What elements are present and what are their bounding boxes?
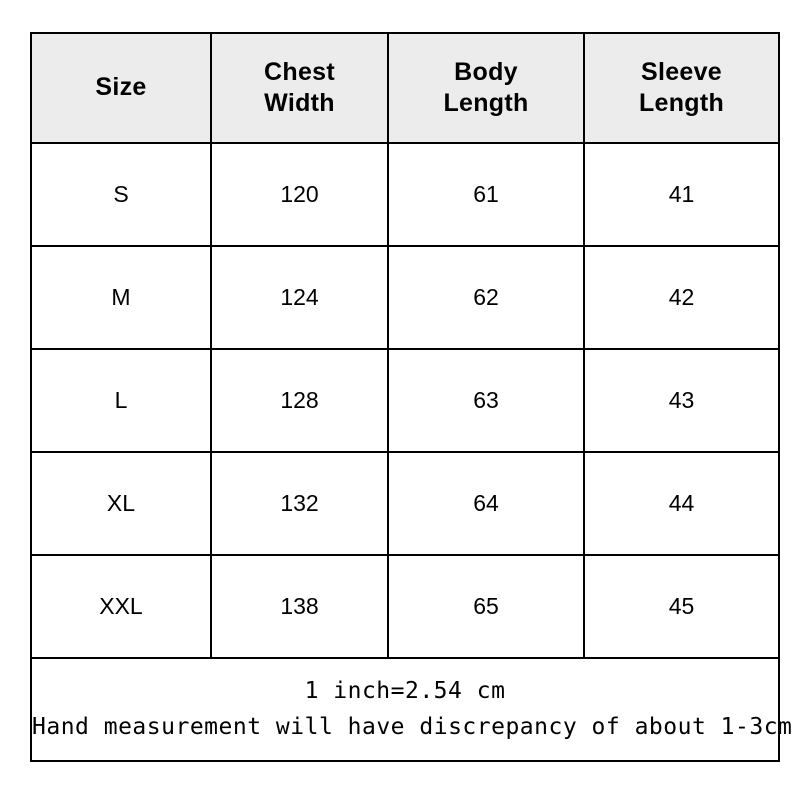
table-body (31, 143, 793, 761)
cell-chest-width: 124 (211, 246, 388, 349)
measurement-note-line1: 1 inch=2.54 cm (304, 677, 506, 704)
cell-chest-width: 128 (211, 349, 388, 452)
column-header-sleeve-length (584, 33, 779, 143)
cell-body-length: 62 (388, 246, 584, 349)
column-header-chest-width (211, 33, 388, 143)
cell-size: L (31, 349, 211, 452)
measurement-note (31, 658, 793, 761)
column-header-chest-width-line1: Chest (264, 57, 335, 86)
table-row (31, 143, 779, 246)
size-chart-table (30, 32, 793, 762)
cell-chest-width: 132 (211, 452, 388, 555)
cell-chest-width: 120 (211, 143, 388, 246)
table-header (31, 33, 779, 143)
cell-body-length: 63 (388, 349, 584, 452)
cell-sleeve-length: 45 (584, 555, 779, 658)
table-row (31, 246, 779, 349)
table-row (31, 555, 779, 658)
table-row (31, 452, 779, 555)
cell-body-length: 61 (388, 143, 584, 246)
cell-size: M (31, 246, 211, 349)
column-header-sleeve-length-line1: Sleeve (640, 57, 723, 86)
column-header-body-length-line1: Body (454, 57, 518, 86)
cell-size: XXL (31, 555, 211, 658)
cell-body-length: 65 (388, 555, 584, 658)
column-header-sleeve-length-line2: Length (638, 89, 725, 117)
column-header-size: Size (31, 33, 211, 143)
cell-size: XL (31, 452, 211, 555)
column-header-chest-width-line2: Width (264, 89, 335, 117)
size-chart-table-wrapper (30, 32, 793, 762)
cell-body-length: 64 (388, 452, 584, 555)
cell-sleeve-length: 41 (584, 143, 779, 246)
cell-sleeve-length: 43 (584, 349, 779, 452)
measurement-note-line2: Hand measurement will have discrepancy of about 1-3cm (32, 713, 793, 740)
cell-chest-width: 138 (211, 555, 388, 658)
table-header-row (31, 33, 779, 143)
column-header-body-length-line2: Length (443, 89, 529, 117)
cell-size: S (31, 143, 211, 246)
column-header-body-length (388, 33, 584, 143)
table-row (31, 349, 779, 452)
table-note-row (31, 658, 779, 761)
cell-sleeve-length: 42 (584, 246, 779, 349)
cell-sleeve-length: 44 (584, 452, 779, 555)
